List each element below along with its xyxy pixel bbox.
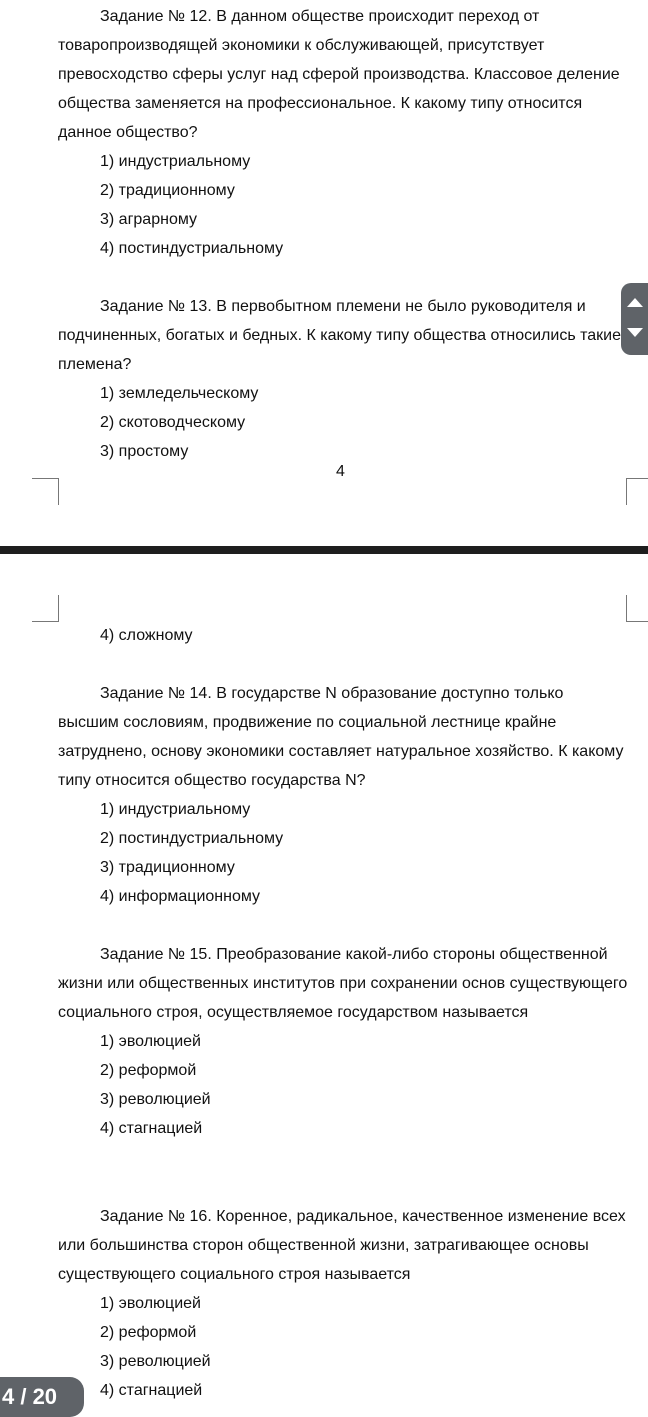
task-13-option-4: 4) сложному (100, 627, 193, 644)
page-scroll-control[interactable] (621, 283, 648, 355)
task-14-option-2: 2) постиндустриальному (100, 830, 284, 847)
page-divider (0, 546, 648, 554)
task-13-continued (58, 621, 628, 650)
task-15-option-4: 4) стагнацией (100, 1120, 203, 1137)
page-indicator-badge: 4 / 20 (0, 1377, 84, 1417)
task-14-option-1: 1) индустриальному (100, 801, 251, 818)
task-12 (58, 2, 628, 263)
task-16-option-2: 2) реформой (100, 1324, 197, 1341)
task-15-question: Задание № 15. Преобразование какой-либо стороны общественной жизни или общественных институтов при сохранении основ существующего социального строя, осуществляемое государством называется (58, 946, 628, 1021)
page-corner-mark (626, 478, 648, 505)
task-15-option-2: 2) реформой (100, 1062, 197, 1079)
task-12-option-3: 3) аграрному (100, 211, 198, 228)
page-corner-mark (626, 595, 648, 622)
triangle-down-icon[interactable] (627, 328, 643, 337)
task-14-option-4: 4) информационному (100, 888, 261, 905)
task-16-question: Задание № 16. Коренное, радикальное, качественное изменение всех или большинства сторон общественной жизни, затрагивающее основы существующего социального строя называется (58, 1208, 626, 1283)
triangle-up-icon[interactable] (627, 298, 643, 307)
task-12-question: Задание № 12. В данном обществе происходит переход от товаропроизводящей экономики к обслуживающей, присутствует превосходство сферы услуг над сферой производства. Классовое деление общества заменяется на профессиональное. К какому типу относится данное общество? (58, 8, 620, 141)
task-16-option-4: 4) стагнацией (100, 1382, 203, 1399)
task-12-option-4: 4) постиндустриальному (100, 240, 284, 257)
task-13-option-2: 2) скотоводческому (100, 414, 246, 431)
task-13-option-1: 1) земледельческому (100, 385, 259, 402)
task-15 (58, 940, 628, 1143)
task-16-option-3: 3) революцией (100, 1353, 211, 1370)
task-16 (58, 1202, 628, 1405)
task-15-option-3: 3) революцией (100, 1091, 211, 1108)
page-corner-mark (32, 595, 59, 622)
page-number: 4 (336, 463, 345, 480)
task-12-option-1: 1) индустриальному (100, 153, 251, 170)
task-14-option-3: 3) традиционному (100, 859, 235, 876)
task-14 (58, 679, 628, 911)
task-15-option-1: 1) эволюцией (100, 1033, 201, 1050)
task-13 (58, 292, 628, 466)
page-corner-mark (32, 478, 59, 505)
task-16-option-1: 1) эволюцией (100, 1295, 201, 1312)
task-13-option-3: 3) простому (100, 443, 189, 460)
task-13-question: Задание № 13. В первобытном племени не было руководителя и подчиненных, богатых и бедных. К какому типу общества относились такие племена? (58, 298, 621, 373)
task-14-question: Задание № 14. В государстве N образование доступно только высшим сословиям, продвижение по социальной лестнице крайне затруднено, основу экономики составляет натуральное хозяйство. К какому типу относится общество государства N? (58, 685, 624, 789)
document-page-top (0, 0, 648, 546)
task-12-option-2: 2) традиционному (100, 182, 235, 199)
